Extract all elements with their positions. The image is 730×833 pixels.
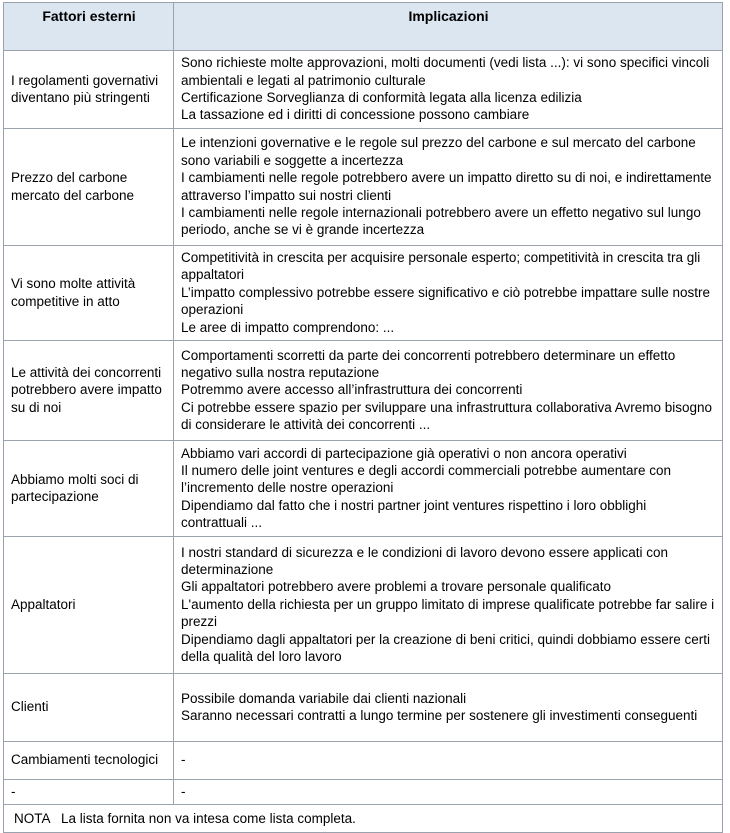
- implications-cell: [174, 441, 723, 537]
- implication-line: Sono richieste molte approvazioni, molti documenti (vedi lista ...): vi sono specifici vincoli ambientali e legati al patrimonio culturale: [181, 55, 710, 88]
- factor-cell: Clienti: [4, 674, 174, 742]
- implication-line: I nostri standard di sicurezza e le condizioni di lavoro devono essere applicati con determinazione: [181, 544, 669, 578]
- implication-line: L'aumento della richiesta per un gruppo limitato di imprese qualificate potrebbe far salire i prezzi: [181, 596, 715, 630]
- implications-cell: [174, 51, 723, 129]
- implications-cell: [174, 129, 723, 246]
- factor-cell: I regolamenti governativi diventano più stringenti: [4, 51, 174, 129]
- table-header: [4, 3, 723, 51]
- factor-cell: Le attività dei concorrenti potrebbero avere impatto su di noi: [4, 341, 174, 441]
- factor-cell: Abbiamo molti soci di partecipazione: [4, 441, 174, 537]
- implication-line: Potremmo avere accesso all’infrastruttura dei concorrenti: [181, 382, 523, 398]
- implication-line: I cambiamenti nelle regole potrebbero avere un impatto diretto su di noi, e indirettamente attraverso l’impatto sui nostri clienti: [181, 170, 712, 203]
- table-row: [4, 780, 723, 805]
- table-note: NOTA La lista fornita non va intesa come lista completa.: [4, 805, 723, 833]
- implications-cell: [174, 742, 723, 780]
- table-row: [4, 246, 723, 341]
- implication-line: Saranno necessari contratti a lungo termine per sostenere gli investimenti conseguenti: [181, 708, 698, 724]
- table-row: [4, 742, 723, 780]
- factor-cell: Vi sono molte attività competitive in atto: [4, 246, 174, 341]
- implications-cell: [174, 246, 723, 341]
- implication-line: Le aree di impatto comprendono: ...: [181, 319, 395, 335]
- implication-line: Abbiamo vari accordi di partecipazione già operativi o non ancora operativi: [181, 445, 627, 461]
- factor-cell: Prezzo del carbone mercato del carbone: [4, 129, 174, 246]
- header-row: [4, 3, 723, 51]
- implication-line: L’impatto complessivo potrebbe essere significativo e ciò potrebbe impattare sulle nostre operazioni: [181, 284, 711, 318]
- implication-line: I cambiamenti nelle regole internazionali potrebbero avere un effetto negativo sul lungo periodo, anche se vi è grande incertezza: [181, 204, 701, 238]
- implication-line: Le intenzioni governative e le regole sul prezzo del carbone e sul mercato del carbone sono variabili e soggette a incertezza: [181, 135, 696, 168]
- implications-cell: [174, 341, 723, 441]
- implication-line: Ci potrebbe essere spazio per sviluppare una infrastruttura collaborativa Avremo bisogno di considerare le attività dei concorrenti ...: [181, 399, 713, 433]
- implication-line: -: [181, 784, 186, 800]
- factor-cell: Cambiamenti tecnologici: [4, 742, 174, 780]
- external-factors-implications-table: [3, 2, 723, 833]
- table-row: [4, 441, 723, 537]
- implication-line: Dipendiamo dagli appaltatori per la creazione di beni critici, quindi dobbiamo essere certi della qualità del loro lavoro: [181, 631, 711, 665]
- implications-cell: [174, 674, 723, 742]
- implication-line: Il numero delle joint ventures e degli accordi commerciali potrebbe aumentare con l’incremento delle nostre operazioni: [181, 462, 672, 496]
- column-header-fattori-esterni: Fattori esterni: [4, 3, 174, 51]
- implications-cell: [174, 537, 723, 674]
- implication-line: Competitività in crescita per acquisire personale esperto; competitività in crescita tra gli appaltatori: [181, 250, 701, 283]
- table-row: [4, 341, 723, 441]
- implication-line: Dipendiamo dal fatto che i nostri partner joint ventures rispettino i loro obblighi contrattuali ...: [181, 497, 647, 531]
- implication-line: -: [181, 752, 186, 768]
- implication-line: Gli appaltatori potrebbero avere problemi a trovare personale qualificato: [181, 579, 611, 595]
- column-header-implicazioni: Implicazioni: [174, 3, 723, 51]
- table-row: [4, 51, 723, 129]
- table-body: [4, 51, 723, 833]
- implication-line: Comportamenti scorretti da parte dei concorrenti potrebbero determinare un effetto negativo sulla nostra reputazione: [181, 347, 676, 380]
- note-row: [4, 805, 723, 833]
- factor-cell: Appaltatori: [4, 537, 174, 674]
- factor-cell: -: [4, 780, 174, 805]
- table-row: [4, 129, 723, 246]
- implication-line: Certificazione Sorveglianza di conformità legata alla licenza edilizia: [181, 90, 582, 105]
- table-row: [4, 674, 723, 742]
- implication-line: La tassazione ed i diritti di concessione possono cambiare: [181, 107, 530, 123]
- implications-cell: [174, 780, 723, 805]
- implication-line: Possibile domanda variabile dai clienti nazionali: [181, 690, 467, 706]
- table-row: [4, 537, 723, 674]
